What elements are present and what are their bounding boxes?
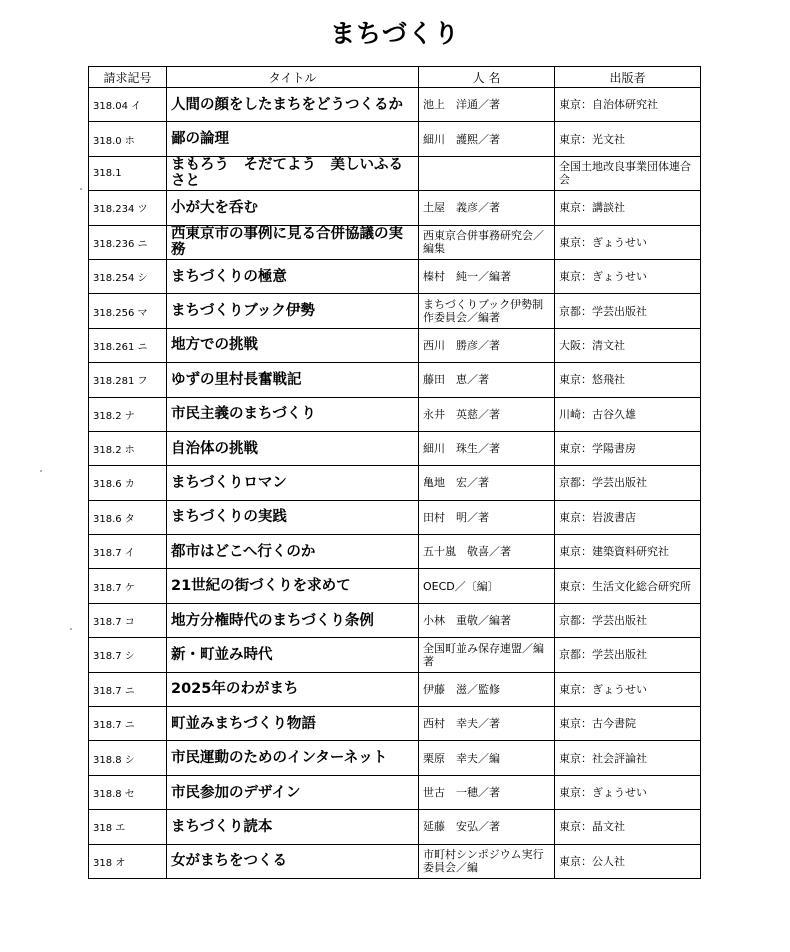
call-number-cell: 318 オ — [89, 844, 167, 878]
author-cell: 全国町並み保存連盟／編著 — [419, 638, 555, 672]
author-cell: 永井 英慈／著 — [419, 397, 555, 431]
table-row — [89, 603, 701, 637]
header-author: 人 名 — [419, 67, 555, 88]
title-cell: 自治体の挑戦 — [167, 431, 419, 465]
author-cell: 細川 珠生／著 — [419, 431, 555, 465]
scan-speck — [70, 628, 72, 630]
call-number-cell: 318.7 イ — [89, 535, 167, 569]
call-number-cell: 318.6 カ — [89, 466, 167, 500]
table-row — [89, 500, 701, 534]
call-number-cell: 318.8 セ — [89, 775, 167, 809]
header-publisher: 出版者 — [555, 67, 701, 88]
publisher-cell: 東京：岩波書店 — [555, 500, 701, 534]
title-cell: まちづくりロマン — [167, 466, 419, 500]
table-row — [89, 156, 701, 190]
publisher-cell: 京都：学芸出版社 — [555, 466, 701, 500]
publisher-cell: 東京：ぎょうせい — [555, 775, 701, 809]
table-row — [89, 844, 701, 878]
table-row — [89, 638, 701, 672]
author-cell: 田村 明／著 — [419, 500, 555, 534]
publisher-cell: 東京：古今書院 — [555, 707, 701, 741]
call-number-cell: 318.261 ニ — [89, 328, 167, 362]
call-number-cell: 318.281 フ — [89, 363, 167, 397]
header-call-number: 請求記号 — [89, 67, 167, 88]
table-row — [89, 259, 701, 293]
publisher-cell: 京都：学芸出版社 — [555, 294, 701, 328]
scan-speck — [40, 470, 42, 472]
author-cell: 亀地 宏／著 — [419, 466, 555, 500]
call-number-cell: 318.8 シ — [89, 741, 167, 775]
title-cell: 2025年のわがまち — [167, 672, 419, 706]
table-row — [89, 810, 701, 844]
call-number-cell: 318.7 ケ — [89, 569, 167, 603]
call-number-cell: 318.256 マ — [89, 294, 167, 328]
table-row — [89, 191, 701, 225]
call-number-cell: 318.7 シ — [89, 638, 167, 672]
title-cell: ゆずの里村長奮戦記 — [167, 363, 419, 397]
title-cell: 地方での挑戦 — [167, 328, 419, 362]
publisher-cell: 東京：公人社 — [555, 844, 701, 878]
table-row — [89, 775, 701, 809]
table-row — [89, 569, 701, 603]
publisher-cell: 京都：学芸出版社 — [555, 638, 701, 672]
author-cell: 西川 勝彦／著 — [419, 328, 555, 362]
author-cell: 伊藤 滋／監修 — [419, 672, 555, 706]
title-cell: 地方分権時代のまちづくり条例 — [167, 603, 419, 637]
table-row — [89, 672, 701, 706]
title-cell: 市民参加のデザイン — [167, 775, 419, 809]
publisher-cell: 東京：ぎょうせい — [555, 672, 701, 706]
call-number-cell: 318.254 シ — [89, 259, 167, 293]
title-cell: まちづくり読本 — [167, 810, 419, 844]
call-number-cell: 318.7 ニ — [89, 707, 167, 741]
publisher-cell: 東京：光文社 — [555, 122, 701, 156]
publisher-cell: 東京：社会評論社 — [555, 741, 701, 775]
table-row — [89, 431, 701, 465]
table-body — [89, 88, 701, 879]
publisher-cell: 東京：講談社 — [555, 191, 701, 225]
table-row — [89, 466, 701, 500]
title-cell: 市民運動のためのインターネット — [167, 741, 419, 775]
call-number-cell: 318 エ — [89, 810, 167, 844]
call-number-cell: 318.236 ニ — [89, 225, 167, 259]
title-cell: 都市はどこへ行くのか — [167, 535, 419, 569]
publisher-cell: 東京：学陽書房 — [555, 431, 701, 465]
author-cell: 榛村 純一／編著 — [419, 259, 555, 293]
author-cell: 藤田 恵／著 — [419, 363, 555, 397]
title-cell: 市民主義のまちづくり — [167, 397, 419, 431]
author-cell: 西東京合併事務研究会／編集 — [419, 225, 555, 259]
scan-speck — [80, 188, 82, 190]
table-row — [89, 225, 701, 259]
author-cell: 世古 一穂／著 — [419, 775, 555, 809]
header-title: タイトル — [167, 67, 419, 88]
author-cell: まちづくりブック伊勢制作委員会／編著 — [419, 294, 555, 328]
author-cell — [419, 156, 555, 190]
table-row — [89, 328, 701, 362]
title-cell: 新・町並み時代 — [167, 638, 419, 672]
table-row — [89, 741, 701, 775]
author-cell: 西村 幸夫／著 — [419, 707, 555, 741]
publisher-cell: 川崎：古谷久雄 — [555, 397, 701, 431]
title-cell: 女がまちをつくる — [167, 844, 419, 878]
author-cell: 五十嵐 敬喜／著 — [419, 535, 555, 569]
table-header-row — [89, 67, 701, 88]
call-number-cell: 318.234 ツ — [89, 191, 167, 225]
page-title: まちづくり — [330, 19, 460, 48]
publisher-cell: 東京：ぎょうせい — [555, 259, 701, 293]
publisher-cell: 東京：生活文化総合研究所 — [555, 569, 701, 603]
author-cell: 土屋 義彦／著 — [419, 191, 555, 225]
title-cell: 21世紀の街づくりを求めて — [167, 569, 419, 603]
title-cell: まもろう そだてよう 美しいふるさと — [167, 156, 419, 190]
publisher-cell: 東京：ぎょうせい — [555, 225, 701, 259]
publisher-cell: 全国土地改良事業団体連合会 — [555, 156, 701, 190]
publisher-cell: 東京：悠飛社 — [555, 363, 701, 397]
table-row — [89, 707, 701, 741]
title-cell: まちづくりの実践 — [167, 500, 419, 534]
title-cell: 町並みまちづくり物語 — [167, 707, 419, 741]
call-number-cell: 318.04 イ — [89, 88, 167, 122]
call-number-cell: 318.2 ナ — [89, 397, 167, 431]
call-number-cell: 318.1 — [89, 156, 167, 190]
author-cell: 栗原 幸夫／編 — [419, 741, 555, 775]
table-row — [89, 535, 701, 569]
title-cell: 西東京市の事例に見る合併協議の実務 — [167, 225, 419, 259]
author-cell: 市町村シンポジウム実行委員会／編 — [419, 844, 555, 878]
author-cell: 小林 重敬／編著 — [419, 603, 555, 637]
table-row — [89, 122, 701, 156]
call-number-cell: 318.6 タ — [89, 500, 167, 534]
call-number-cell: 318.0 ホ — [89, 122, 167, 156]
call-number-cell: 318.7 ニ — [89, 672, 167, 706]
author-cell: 細川 護熙／著 — [419, 122, 555, 156]
publisher-cell: 東京：自治体研究社 — [555, 88, 701, 122]
author-cell: OECD／〔編〕 — [419, 569, 555, 603]
title-cell: 小が大を呑む — [167, 191, 419, 225]
table-row — [89, 88, 701, 122]
publisher-cell: 大阪：清文社 — [555, 328, 701, 362]
publisher-cell: 京都：学芸出版社 — [555, 603, 701, 637]
publisher-cell: 東京：晶文社 — [555, 810, 701, 844]
call-number-cell: 318.2 ホ — [89, 431, 167, 465]
title-cell: 人間の顔をしたまちをどうつくるか — [167, 88, 419, 122]
table-row — [89, 294, 701, 328]
table-row — [89, 397, 701, 431]
table-row — [89, 363, 701, 397]
book-list-table — [88, 66, 701, 879]
author-cell: 池上 洋通／著 — [419, 88, 555, 122]
author-cell: 延藤 安弘／著 — [419, 810, 555, 844]
title-cell: まちづくりブック伊勢 — [167, 294, 419, 328]
title-cell: まちづくりの極意 — [167, 259, 419, 293]
publisher-cell: 東京：建築資料研究社 — [555, 535, 701, 569]
title-cell: 鄙の論理 — [167, 122, 419, 156]
call-number-cell: 318.7 コ — [89, 603, 167, 637]
